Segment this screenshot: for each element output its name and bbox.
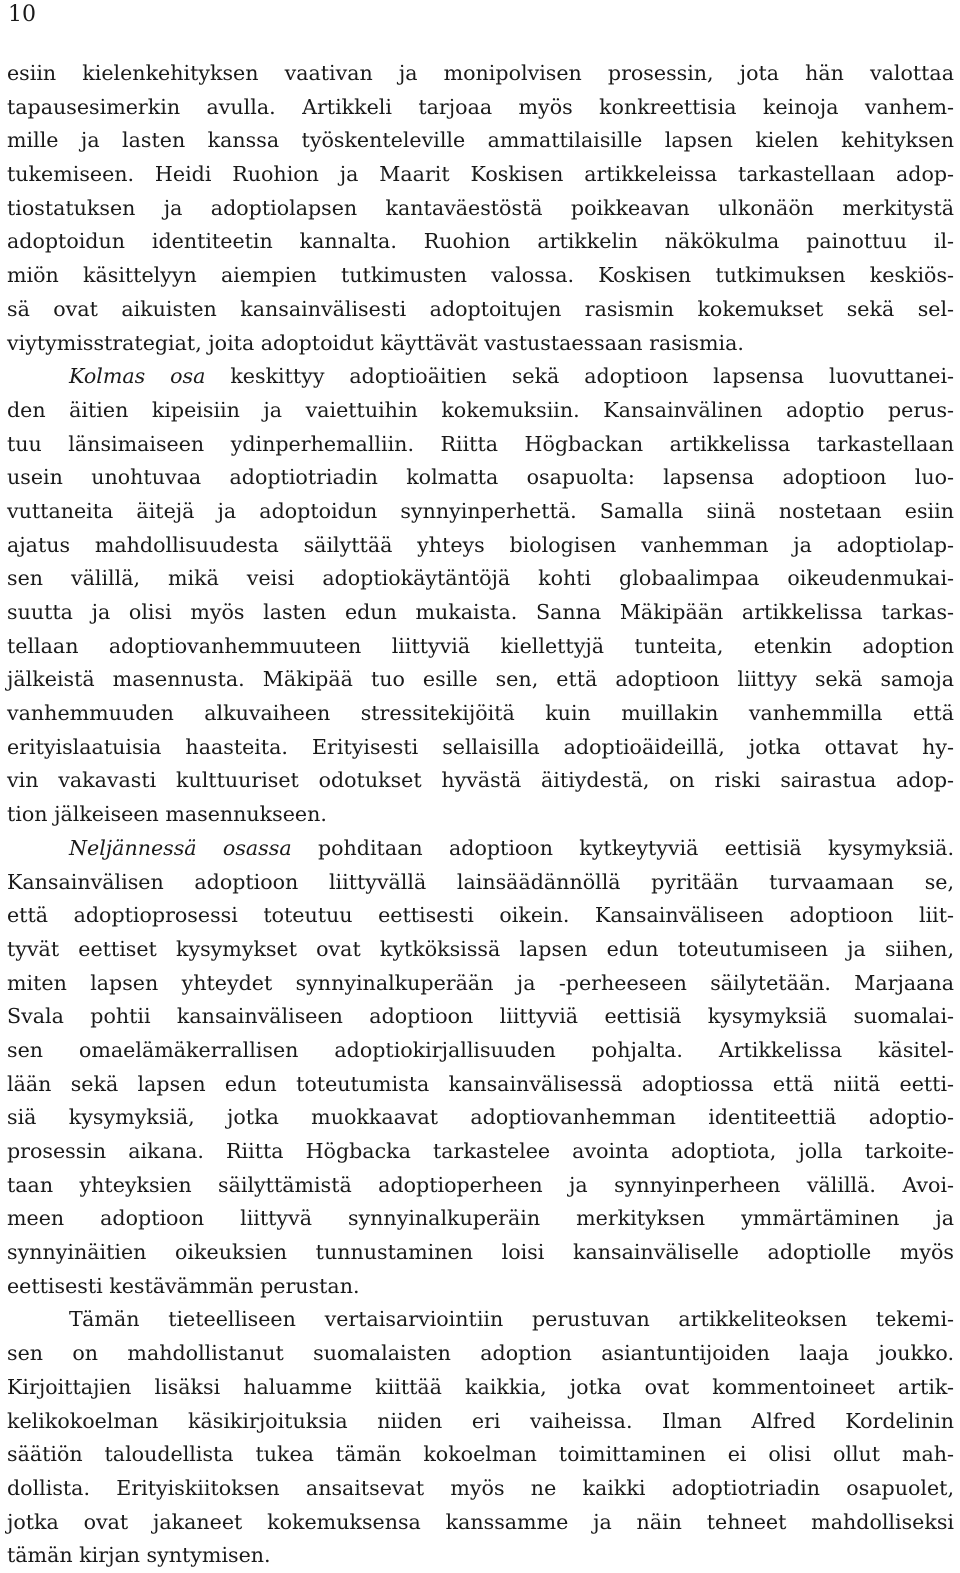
text-line xyxy=(7,1337,954,1371)
line-text: Tämän tieteelliseen vertaisarviointiin perustuvan artikkeliteoksen tekemi- xyxy=(69,1307,954,1332)
line-text: tuu länsimaiseen ydinperhemalliin. Riitta Högbackan artikkelissa tarkastellaan xyxy=(7,431,954,456)
line-text: usein unohtuvaa adoptiotriadin kolmatta osapuolta: lapsensa adoptioon luo- xyxy=(7,465,954,490)
body-text xyxy=(7,57,954,1573)
line-text: vuttaneita äitejä ja adoptoidun synnyinperhettä. Samalla siinä nostetaan esiin xyxy=(7,498,954,523)
text-line xyxy=(7,91,954,125)
line-text: tyvät eettiset kysymykset ovat kytköksissä lapsen edun toteutumiseen ja siihen, xyxy=(7,936,954,961)
text-line xyxy=(7,1539,954,1573)
text-line xyxy=(7,967,954,1001)
line-text: sen omaelämäkerrallisen adoptiokirjallisuuden pohjalta. Artikkelissa käsitel- xyxy=(7,1037,954,1062)
text-line xyxy=(7,158,954,192)
text-line xyxy=(7,899,954,933)
text-line xyxy=(7,1236,954,1270)
line-text: tapausesimerkin avulla. Artikkeli tarjoaa myös konkreettisia keinoja vanhem- xyxy=(7,94,954,119)
text-line xyxy=(7,327,954,361)
line-text: lään sekä lapsen edun toteutumista kansainvälisessä adoptiossa että niitä eetti- xyxy=(7,1071,954,1096)
text-line xyxy=(7,562,954,596)
text-line xyxy=(7,764,954,798)
line-text: viytymisstrategiat, joita adoptoidut käyttävät vastustaessaan rasismia. xyxy=(7,330,744,355)
text-line xyxy=(7,731,954,765)
line-text: säätiön taloudellista tukea tämän kokoelman toimittaminen ei olisi ollut mah- xyxy=(7,1442,954,1467)
line-text: siä kysymyksiä, jotka muokkaavat adoptiovanhemman identiteettiä adoptio- xyxy=(7,1105,954,1130)
line-text: taan yhteyksien säilyttämistä adoptioperheen ja synnyinperheen välillä. Avoi- xyxy=(7,1172,954,1197)
line-text: tiostatuksen ja adoptiolapsen kantaväestöstä poikkeavan ulkonäön merkitystä xyxy=(7,195,954,220)
line-text: tellaan adoptiovanhemmuuteen liittyviä kiellettyjä tunteita, etenkin adoption xyxy=(7,633,954,658)
line-text: että adoptioprosessi toteutuu eettisesti oikein. Kansainväliseen adoptioon liit- xyxy=(7,903,954,928)
line-text: miten lapsen yhteydet synnyinalkuperään ja -perheeseen säilytetään. Marjaana xyxy=(7,970,954,995)
line-text: sen on mahdollistanut suomalaisten adoption asiantuntijoiden laaja joukko. xyxy=(7,1341,954,1366)
section-emphasis: Kolmas osa xyxy=(69,364,206,389)
text-line xyxy=(7,1303,954,1337)
line-text: adoptoidun identiteetin kannalta. Ruohion artikkelin näkökulma painottuu il- xyxy=(7,229,954,254)
text-line xyxy=(7,832,954,866)
line-text: prosessin aikana. Riitta Högbacka tarkastelee avointa adoptiota, jolla tarkoite- xyxy=(7,1139,954,1163)
text-line xyxy=(7,866,954,900)
line-text: jotka ovat jakaneet kokemuksensa kanssamme ja näin tehneet mahdolliseksi xyxy=(7,1509,954,1534)
line-text: Kirjoittajien lisäksi haluamme kiittää kaikkia, jotka ovat kommentoineet artik- xyxy=(7,1374,954,1399)
line-text: sen välillä, mikä veisi adoptiokäytäntöjä kohti globaalimpaa oikeudenmukai- xyxy=(7,566,954,591)
text-line xyxy=(7,529,954,563)
line-text: keskittyy adoptioäitien sekä adoptioon lapsensa luovuttanei- xyxy=(205,364,954,389)
text-line xyxy=(7,596,954,630)
line-text: vin vakavasti kulttuuriset odotukset hyvästä äitiydestä, on riski sairastua adop- xyxy=(7,768,954,793)
text-line xyxy=(7,495,954,529)
line-text: vanhemmuuden alkuvaiheen stressitekijöitä kuin muillakin vanhemmilla että xyxy=(7,701,954,726)
text-line xyxy=(7,1135,954,1169)
line-text: dollista. Erityiskiitoksen ansaitsevat myös ne kaikki adoptiotriadin osapuolet, xyxy=(7,1475,954,1500)
line-text: eettisesti kestävämmän perustan. xyxy=(7,1273,360,1298)
text-line xyxy=(7,1034,954,1068)
text-line xyxy=(7,1506,954,1540)
line-text: Svala pohtii kansainväliseen adoptioon liittyviä eettisiä kysymyksiä suomalai- xyxy=(7,1004,954,1029)
text-line xyxy=(7,1202,954,1236)
line-text: synnyinäitien oikeuksien tunnustaminen loisi kansainväliselle adoptiolle myös xyxy=(7,1240,954,1265)
line-text: kelikokoelman käsikirjoituksia niiden eri vaiheissa. Ilman Alfred Kordelinin xyxy=(7,1408,954,1433)
text-line xyxy=(7,630,954,664)
line-text: erityislaatuisia haasteita. Erityisesti sellaisilla adoptioäideillä, jotka ottavat hy- xyxy=(7,734,954,759)
text-line xyxy=(7,225,954,259)
text-line xyxy=(7,360,954,394)
section-emphasis: Neljännessä osassa xyxy=(69,835,292,860)
text-line xyxy=(7,697,954,731)
text-line xyxy=(7,798,954,832)
text-line xyxy=(7,394,954,428)
page-number: 10 xyxy=(8,2,36,27)
text-line xyxy=(7,933,954,967)
line-text: mille ja lasten kanssa työskenteleville ammattilaisille lapsen kielen kehityksen xyxy=(7,128,954,153)
line-text: esiin kielenkehityksen vaativan ja monipolvisen prosessin, jota hän valottaa xyxy=(7,61,954,85)
text-line xyxy=(7,124,954,158)
text-line xyxy=(7,1068,954,1102)
line-text: ajatus mahdollisuudesta säilyttää yhteys biologisen vanhemman ja adoptiolap- xyxy=(7,532,954,557)
line-text: den äitien kipeisiin ja vaiettuihin kokemuksiin. Kansainvälinen adoptio perus- xyxy=(7,397,954,422)
line-text: suutta ja olisi myös lasten edun mukaista. Sanna Mäkipään artikkelissa tarkas- xyxy=(7,600,954,624)
line-text: tämän kirjan syntymisen. xyxy=(7,1543,271,1568)
line-text: meen adoptioon liittyvä synnyinalkuperäin merkityksen ymmärtäminen ja xyxy=(7,1206,954,1231)
text-line xyxy=(7,293,954,327)
line-text: tion jälkeiseen masennukseen. xyxy=(7,802,327,827)
line-text: miön käsittelyyn aiempien tutkimusten valossa. Koskisen tutkimuksen keskiös- xyxy=(7,263,954,288)
text-line xyxy=(7,1371,954,1405)
text-line xyxy=(7,1405,954,1439)
text-line xyxy=(7,1000,954,1034)
line-text: pohditaan adoptioon kytkeytyviä eettisiä kysymyksiä. xyxy=(291,835,954,860)
line-text: tukemiseen. Heidi Ruohion ja Maarit Koskisen artikkeleissa tarkastellaan adop- xyxy=(7,162,954,187)
text-line xyxy=(7,428,954,462)
text-line xyxy=(7,663,954,697)
text-line xyxy=(7,1472,954,1506)
line-text: Kansainvälisen adoptioon liittyvällä lainsäädännöllä pyritään turvaamaan se, xyxy=(7,869,954,894)
line-text: jälkeistä masennusta. Mäkipää tuo esille sen, että adoptioon liittyy sekä samoja xyxy=(7,667,954,692)
text-line xyxy=(7,461,954,495)
text-line xyxy=(7,1270,954,1304)
text-line xyxy=(7,192,954,226)
text-line xyxy=(7,57,954,91)
text-line xyxy=(7,1438,954,1472)
text-line xyxy=(7,1101,954,1135)
text-line xyxy=(7,1169,954,1203)
text-line xyxy=(7,259,954,293)
line-text: sä ovat aikuisten kansainvälisesti adoptoitujen rasismin kokemukset sekä sel- xyxy=(7,296,954,321)
